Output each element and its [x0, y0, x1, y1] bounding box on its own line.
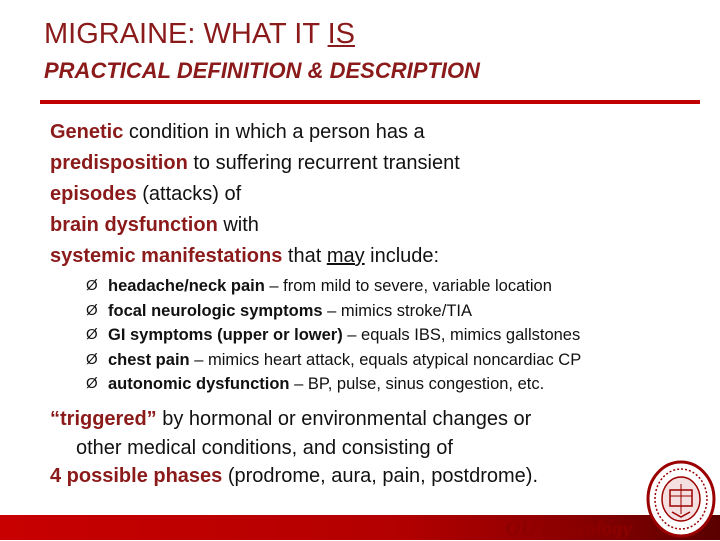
- highlight-term: episodes: [50, 183, 137, 205]
- list-item: [86, 348, 581, 373]
- highlight-term: 4 possible phases: [50, 465, 223, 487]
- bullet-term: headache/neck pain: [108, 277, 265, 295]
- bullet-term: focal neurologic symptoms: [108, 301, 323, 320]
- list-item: [86, 299, 581, 324]
- bullet-text: – BP, pulse, sinus congestion, etc.: [289, 375, 545, 393]
- title-divider: [40, 100, 700, 104]
- definition-text: condition in which a person has a: [123, 121, 425, 143]
- bullet-text: – mimics stroke/TIA: [322, 301, 472, 320]
- triggered-text: by hormonal or environmental changes or: [156, 408, 532, 430]
- bullet-term: GI symptoms (upper or lower): [108, 326, 343, 344]
- definition-line-1: [50, 117, 460, 148]
- definition-line-3: [50, 179, 460, 210]
- university-seal-icon: [646, 460, 716, 538]
- definition-line-2: [50, 148, 460, 179]
- definition-text: to suffering recurrent transient: [187, 152, 460, 174]
- triggered-line-1: [50, 405, 670, 434]
- bullet-text: – from mild to severe, variable location: [264, 277, 552, 295]
- definition-text: include:: [364, 245, 440, 267]
- definition-text: with: [217, 214, 259, 236]
- bullet-term: chest pain: [108, 350, 190, 369]
- bullet-text: – mimics heart attack, equals atypical noncardiac CP: [189, 350, 582, 369]
- definition-text: that: [282, 245, 327, 267]
- slide-title-underlined: IS: [327, 18, 355, 50]
- footer-logo-text: OU Neurology: [505, 516, 632, 540]
- phases-text: (prodrome, aura, pain, postdrome).: [222, 465, 538, 487]
- bullet-text: – equals IBS, mimics gallstones: [342, 326, 581, 344]
- definition-line-5: [50, 241, 460, 272]
- slide-title-text: MIGRAINE: WHAT IT: [44, 18, 328, 50]
- arrow-bullet-icon: Ø: [86, 301, 98, 319]
- highlight-term: Genetic: [50, 121, 124, 143]
- arrow-bullet-icon: Ø: [86, 277, 98, 294]
- highlight-term: systemic manifestations: [50, 245, 283, 267]
- slide-subtitle: PRACTICAL DEFINITION & DESCRIPTION: [44, 58, 480, 83]
- phases-line: [50, 465, 538, 488]
- definition-paragraph: [50, 117, 460, 272]
- arrow-bullet-icon: Ø: [86, 375, 98, 392]
- list-item: [86, 274, 581, 299]
- list-item: [86, 323, 581, 348]
- definition-line-4: [50, 210, 460, 241]
- triggered-paragraph: [50, 405, 670, 463]
- highlight-term: “triggered”: [50, 408, 157, 430]
- arrow-bullet-icon: Ø: [86, 350, 98, 368]
- slide-title: [44, 18, 355, 51]
- arrow-bullet-icon: Ø: [86, 326, 98, 343]
- highlight-term: predisposition: [50, 152, 188, 174]
- list-item: [86, 372, 581, 397]
- triggered-line-2: other medical conditions, and consisting of: [76, 437, 453, 459]
- bullet-term: autonomic dysfunction: [108, 375, 290, 393]
- underlined-word: may: [326, 245, 365, 267]
- manifestations-list: [86, 274, 581, 397]
- definition-text: (attacks) of: [136, 183, 242, 205]
- highlight-term: brain dysfunction: [50, 214, 218, 236]
- footer-bar: [0, 515, 720, 540]
